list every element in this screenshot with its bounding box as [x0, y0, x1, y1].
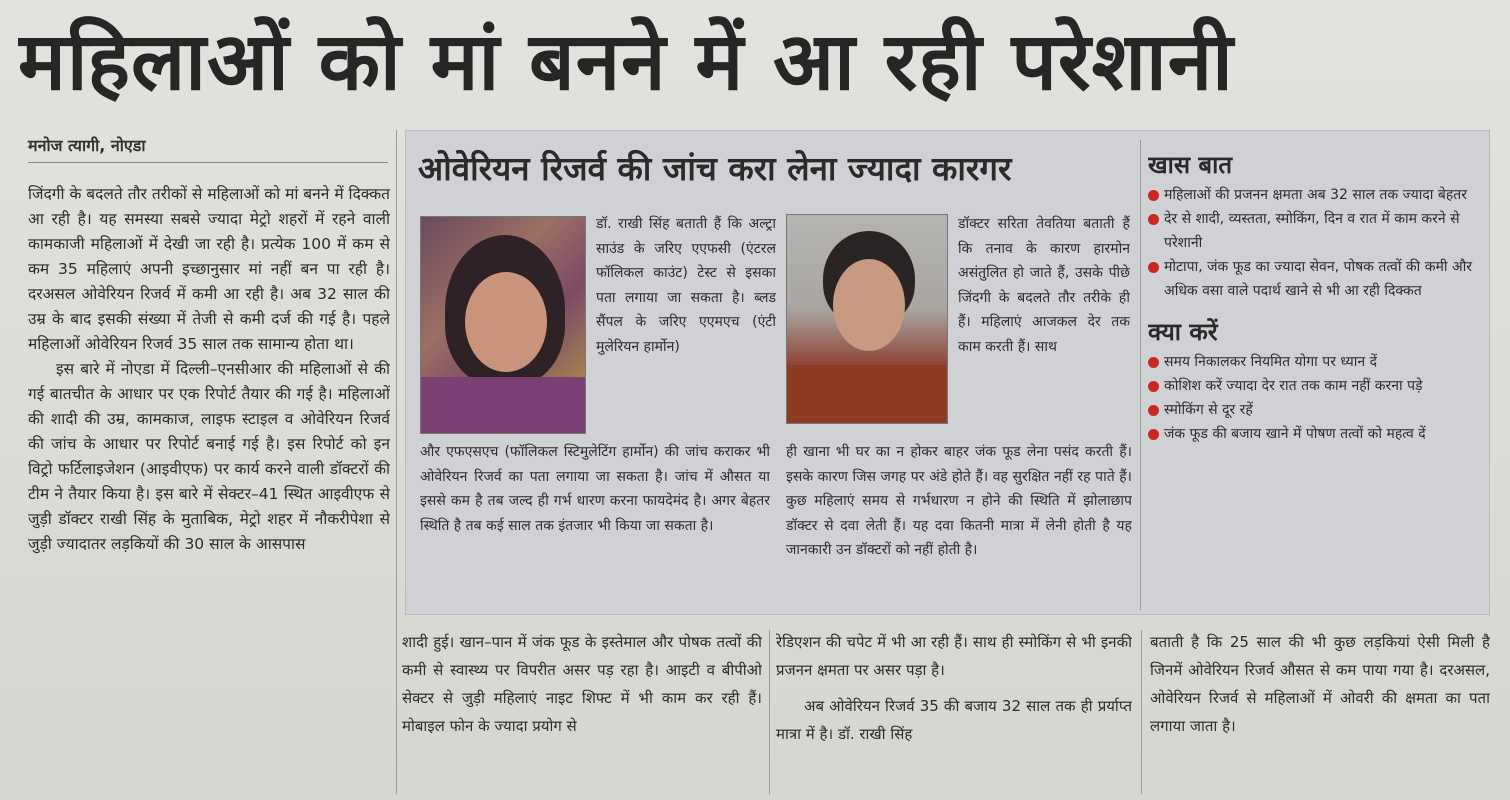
bottom-column-3 [1150, 628, 1490, 796]
list-item-text: स्मोकिंग से दूर रहें [1164, 402, 1253, 418]
box-paragraph-b: और एफएसएच (फॉलिकल स्टिमुलेटिंग हार्मोन) की जांच कराकर भी ओवेरियन रिजर्व का पता लगाया जा सकता है। जांच में औसत या इससे कम है तब जल्द ही गर्भ धारण करना फायदेमंद है। अगर बेहतर स्थिति है तब कई साल तक इंतजार भी किया जा सकता है। [420, 444, 770, 534]
column-divider [769, 630, 770, 794]
list-item [1148, 183, 1483, 207]
kya-karen-list [1148, 350, 1483, 446]
list-item-text: महिलाओं की प्रजनन क्षमता अब 32 साल तक ज्यादा बेहतर [1164, 187, 1467, 203]
box-paragraph-a: डॉ. राखी सिंह बताती हैं कि अल्ट्रा साउंड के जरिए एएफसी (एंटरल फॉलिकल काउंट) टेस्ट से इसका पता लगाया जा सकता है। ब्लड सैंपल के जरिए एएमएच (एंटी मुलेरियन हार्मोन) [596, 216, 776, 355]
byline: मनोज त्यागी, नोएडा [28, 134, 388, 163]
left-column [28, 182, 390, 794]
photo-clothing [787, 365, 948, 424]
box-text-d [786, 440, 1132, 610]
box-title: ओवेरियन रिजर्व की जांच करा लेना ज्यादा कारगर [418, 149, 1012, 188]
box-paragraph-d: ही खाना भी घर का न होकर बाहर जंक फूड लेना पसंद करती हैं। इसके कारण जिस जगह पर अंडे होते हैं। वह सुरक्षित नहीं रह पाते हैं। कुछ महिलाएं समय से गर्भधारण न होने की स्थिति में झोलाछाप डॉक्टर से दवा लेती हैं। यह दवा कितनी मात्रा में लेनी होती है यह जानकारी उन डॉक्टरों को नहीं होती है। [786, 444, 1132, 558]
bullet-dot-icon [1148, 190, 1159, 201]
list-item [1148, 350, 1483, 374]
bottom-column-2 [776, 628, 1132, 796]
list-item [1148, 207, 1483, 255]
bottom-paragraph-2b: अब ओवेरियन रिजर्व 35 की बजाय 32 साल तक ही प्रर्याप्त मात्रा में है। डॉ. राखी सिंह [776, 697, 1132, 743]
box-paragraph-c: डॉक्टर सरिता तेवतिया बताती हैं कि तनाव के कारण हारमोन असंतुलित हो जाते हैं, उसके पीछे जिंदगी के बदलते तौर तरीके ही हैं। महिलाएं आजकल देर तक काम करती हैं। साथ [958, 216, 1130, 355]
bullet-dot-icon [1148, 262, 1159, 273]
photo-face [833, 259, 905, 351]
doctor-photo-sarita-tevatia [786, 214, 948, 424]
bottom-paragraph-1: शादी हुई। खान–पान में जंक फूड के इस्तेमाल और पोषक तत्वों की कमी से स्वास्थ्य पर विपरीत असर पड़ रहा है। आइटी व बीपीओ सेक्टर से जुड़ी महिलाएं नाइट शिफ्ट में भी काम कर रही हैं। मोबाइल फोन के ज्यादा प्रयोग से [402, 633, 762, 735]
left-paragraph-1: जिंदगी के बदलते तौर तरीकों से महिलाओं को मां बनने में दिक्कत आ रही है। यह समस्या सबसे ज्यादा मेट्रो शहरों में रहने वाली कामकाजी महिलाओं में देखी जा रही है। प्रत्येक 100 में कम से कम 35 महिलाएं अपनी इच्छानुसार मां नहीं बन पा रही है। दरअसल ओवेरियन रिजर्व में कमी आ रही है। अब 32 साल की उम्र के बाद इसकी संख्या में तेजी से कमी दर्ज की गई है। पहले महिलाओं ओवेरियन रिजर्व 35 साल तक सामान्य होता था। [28, 185, 390, 353]
list-item [1148, 422, 1483, 446]
bullet-dot-icon [1148, 357, 1159, 368]
bottom-paragraph-3: बताती है कि 25 साल की भी कुछ लड़कियां ऐसी मिली है जिनमें ओवेरियन रिजर्व औसत से कम पाया गया है। दरअसल, ओवेरियन रिजर्व से महिलाओं में ओवरी की क्षमता का पता लगाया जाता है। [1150, 633, 1490, 735]
list-item [1148, 398, 1483, 422]
bottom-column-1 [402, 628, 762, 796]
list-item-text: समय निकालकर नियमित योगा पर ध्यान दें [1164, 354, 1378, 370]
bullet-dot-icon [1148, 381, 1159, 392]
list-item [1148, 374, 1483, 398]
list-item-text: देर से शादी, व्यस्तता, स्मोकिंग, दिन व रात में काम करने से परेशानी [1164, 211, 1460, 251]
photo-face [465, 272, 547, 372]
list-item [1148, 255, 1483, 303]
bullet-dot-icon [1148, 405, 1159, 416]
khas-baat-list [1148, 183, 1483, 303]
column-divider [1140, 140, 1141, 610]
doctor-photo-rakhi-singh [420, 216, 586, 434]
left-paragraph-2: इस बारे में नोएडा में दिल्ली–एनसीआर की महिलाओं से की गई बातचीत के आधार पर एक रिपोर्ट तैयार की गई है। महिलाओं की शादी की उम्र, कामकाज, लाइफ स्टाइल व ओवेरियन रिजर्व की जांच के आधार पर रिपोर्ट बनाई गई है। इस रिपोर्ट को इन विट्रो फर्टिलाइजेशन (आइवीएफ) पर कार्य करने वाली डॉक्टरों की टीम ने तैयार किया है। इस बारे में सेक्टर–41 स्थित आइवीएफ से जुड़ी डॉक्टर राखी सिंह के मुताबिक, मेट्रो शहर में नौकरीपेशा से जुड़ी ज्यादातर लड़कियों की 30 साल के आसपास [28, 360, 390, 553]
box-text-c [958, 212, 1130, 437]
bullet-dot-icon [1148, 429, 1159, 440]
khas-baat-heading: खास बात [1148, 151, 1233, 179]
bottom-paragraph-2a: रेडिएशन की चपेट में भी आ रही हैं। साथ ही स्मोकिंग से भी इनकी प्रजनन क्षमता पर असर पड़ा है। [776, 633, 1132, 679]
list-item-text: जंक फूड की बजाय खाने में पोषण तत्वों को महत्व दें [1164, 426, 1426, 442]
list-item-text: कोशिश करें ज्यादा देर रात तक काम नहीं करना पड़े [1164, 378, 1423, 394]
column-divider [1141, 630, 1142, 794]
sidebar-highlights [1148, 148, 1483, 610]
photo-clothing [421, 377, 586, 434]
column-divider [396, 130, 397, 794]
list-item-text: मोटापा, जंक फूड का ज्यादा सेवन, पोषक तत्वों की कमी और अधिक वसा वाले पदार्थ खाने से भी आ रही दिक्कत [1164, 259, 1472, 299]
box-text-a [596, 212, 776, 437]
box-text-b [420, 440, 770, 610]
headline: महिलाओं को मां बनने में आ रही परेशानी [18, 15, 1234, 108]
kya-karen-heading: क्या करें [1148, 318, 1218, 346]
bullet-dot-icon [1148, 214, 1159, 225]
